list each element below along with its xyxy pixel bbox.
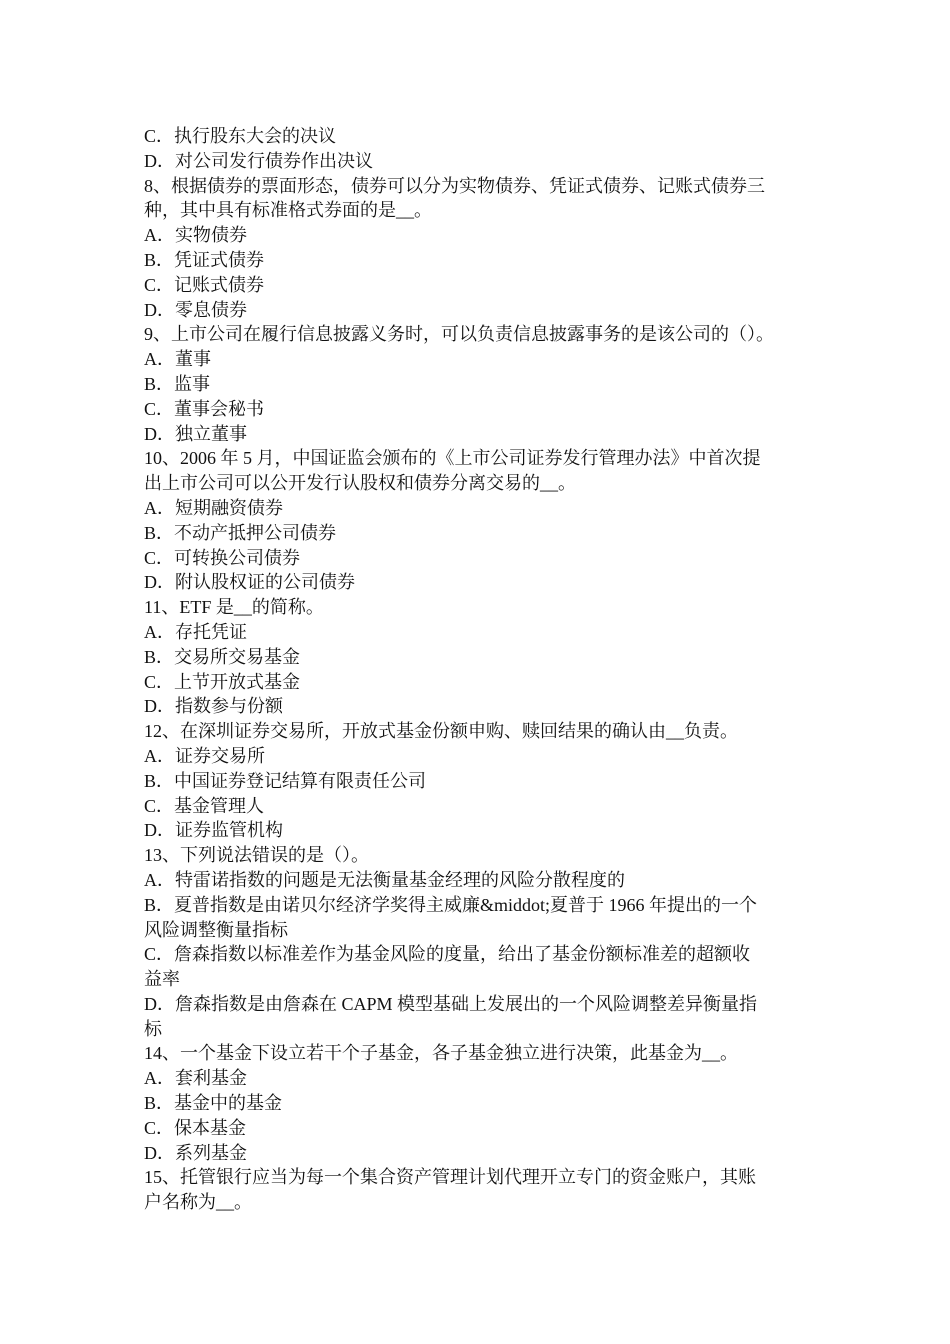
option-line: A．特雷诺指数的问题是无法衡量基金经理的风险分散程度的 bbox=[144, 869, 625, 890]
option-line: 标 bbox=[144, 1018, 162, 1039]
question-text: 10、2006 年 5 月，中国证监会颁布的《上市公司证券发行管理办法》中首次提 bbox=[144, 448, 761, 469]
question-text: 8、根据债券的票面形态，债券可以分为实物债券、凭证式债券、记账式债券三 bbox=[144, 175, 765, 196]
option-line: C．保本基金 bbox=[144, 1117, 247, 1138]
option-line: D．系列基金 bbox=[144, 1142, 247, 1163]
option-line: C．詹森指数以标准差作为基金风险的度量，给出了基金份额标准差的超额收 bbox=[144, 944, 751, 965]
question-text: 12、在深圳证券交易所，开放式基金份额申购、赎回结果的确认由__负责。 bbox=[144, 721, 738, 742]
option-line: B．中国证券登记结算有限责任公司 bbox=[144, 770, 427, 791]
question-text: 种，其中具有标准格式券面的是__。 bbox=[144, 200, 432, 221]
option-line: D．证券监管机构 bbox=[144, 820, 283, 841]
question-text: 9、上市公司在履行信息披露义务时，可以负责信息披露事务的是该公司的（）。 bbox=[144, 324, 774, 345]
question-text: 出上市公司可以公开发行认股权和债券分离交易的__。 bbox=[144, 473, 576, 494]
option-line: B．不动产抵押公司债券 bbox=[144, 522, 337, 543]
option-line: B．基金中的基金 bbox=[144, 1093, 283, 1114]
document-page bbox=[144, 124, 814, 1215]
option-line: A．存托凭证 bbox=[144, 621, 247, 642]
option-line: C．董事会秘书 bbox=[144, 398, 265, 419]
option-line: D．零息债券 bbox=[144, 299, 247, 320]
question-text: 11、ETF 是__的简称。 bbox=[144, 597, 324, 618]
option-line: D．附认股权证的公司债券 bbox=[144, 572, 355, 593]
option-line: A．短期融资债券 bbox=[144, 497, 283, 518]
question-text: 15、托管银行应当为每一个集合资产管理计划代理开立专门的资金账户，其账 bbox=[144, 1167, 756, 1188]
option-line: A．套利基金 bbox=[144, 1068, 247, 1089]
question-text: 13、下列说法错误的是（）。 bbox=[144, 845, 369, 866]
question-text: 户名称为__。 bbox=[144, 1192, 252, 1213]
option-line: 益率 bbox=[144, 969, 180, 990]
option-line: B．交易所交易基金 bbox=[144, 646, 301, 667]
option-line: 风险调整衡量指标 bbox=[144, 919, 288, 940]
option-line: B．夏普指数是由诺贝尔经济学奖得主威廉&middot;夏普于 1966 年提出的一个 bbox=[144, 894, 758, 915]
option-line: B．凭证式债券 bbox=[144, 249, 265, 270]
option-line: B．监事 bbox=[144, 373, 211, 394]
option-line: C．记账式债券 bbox=[144, 274, 265, 295]
text-line: D．对公司发行债券作出决议 bbox=[144, 150, 373, 171]
option-line: C．基金管理人 bbox=[144, 795, 265, 816]
option-line: C．上节开放式基金 bbox=[144, 671, 301, 692]
option-line: A．董事 bbox=[144, 349, 211, 370]
question-text: 14、一个基金下设立若干个子基金，各子基金独立进行决策，此基金为__。 bbox=[144, 1043, 738, 1064]
option-line: D．指数参与份额 bbox=[144, 696, 283, 717]
option-line: A．实物债券 bbox=[144, 225, 247, 246]
option-line: D．詹森指数是由詹森在 CAPM 模型基础上发展出的一个风险调整差异衡量指 bbox=[144, 993, 758, 1014]
option-line: D．独立董事 bbox=[144, 423, 247, 444]
text-line: C．执行股东大会的决议 bbox=[144, 126, 337, 146]
option-line: C．可转换公司债券 bbox=[144, 547, 301, 568]
option-line: A．证券交易所 bbox=[144, 745, 265, 766]
